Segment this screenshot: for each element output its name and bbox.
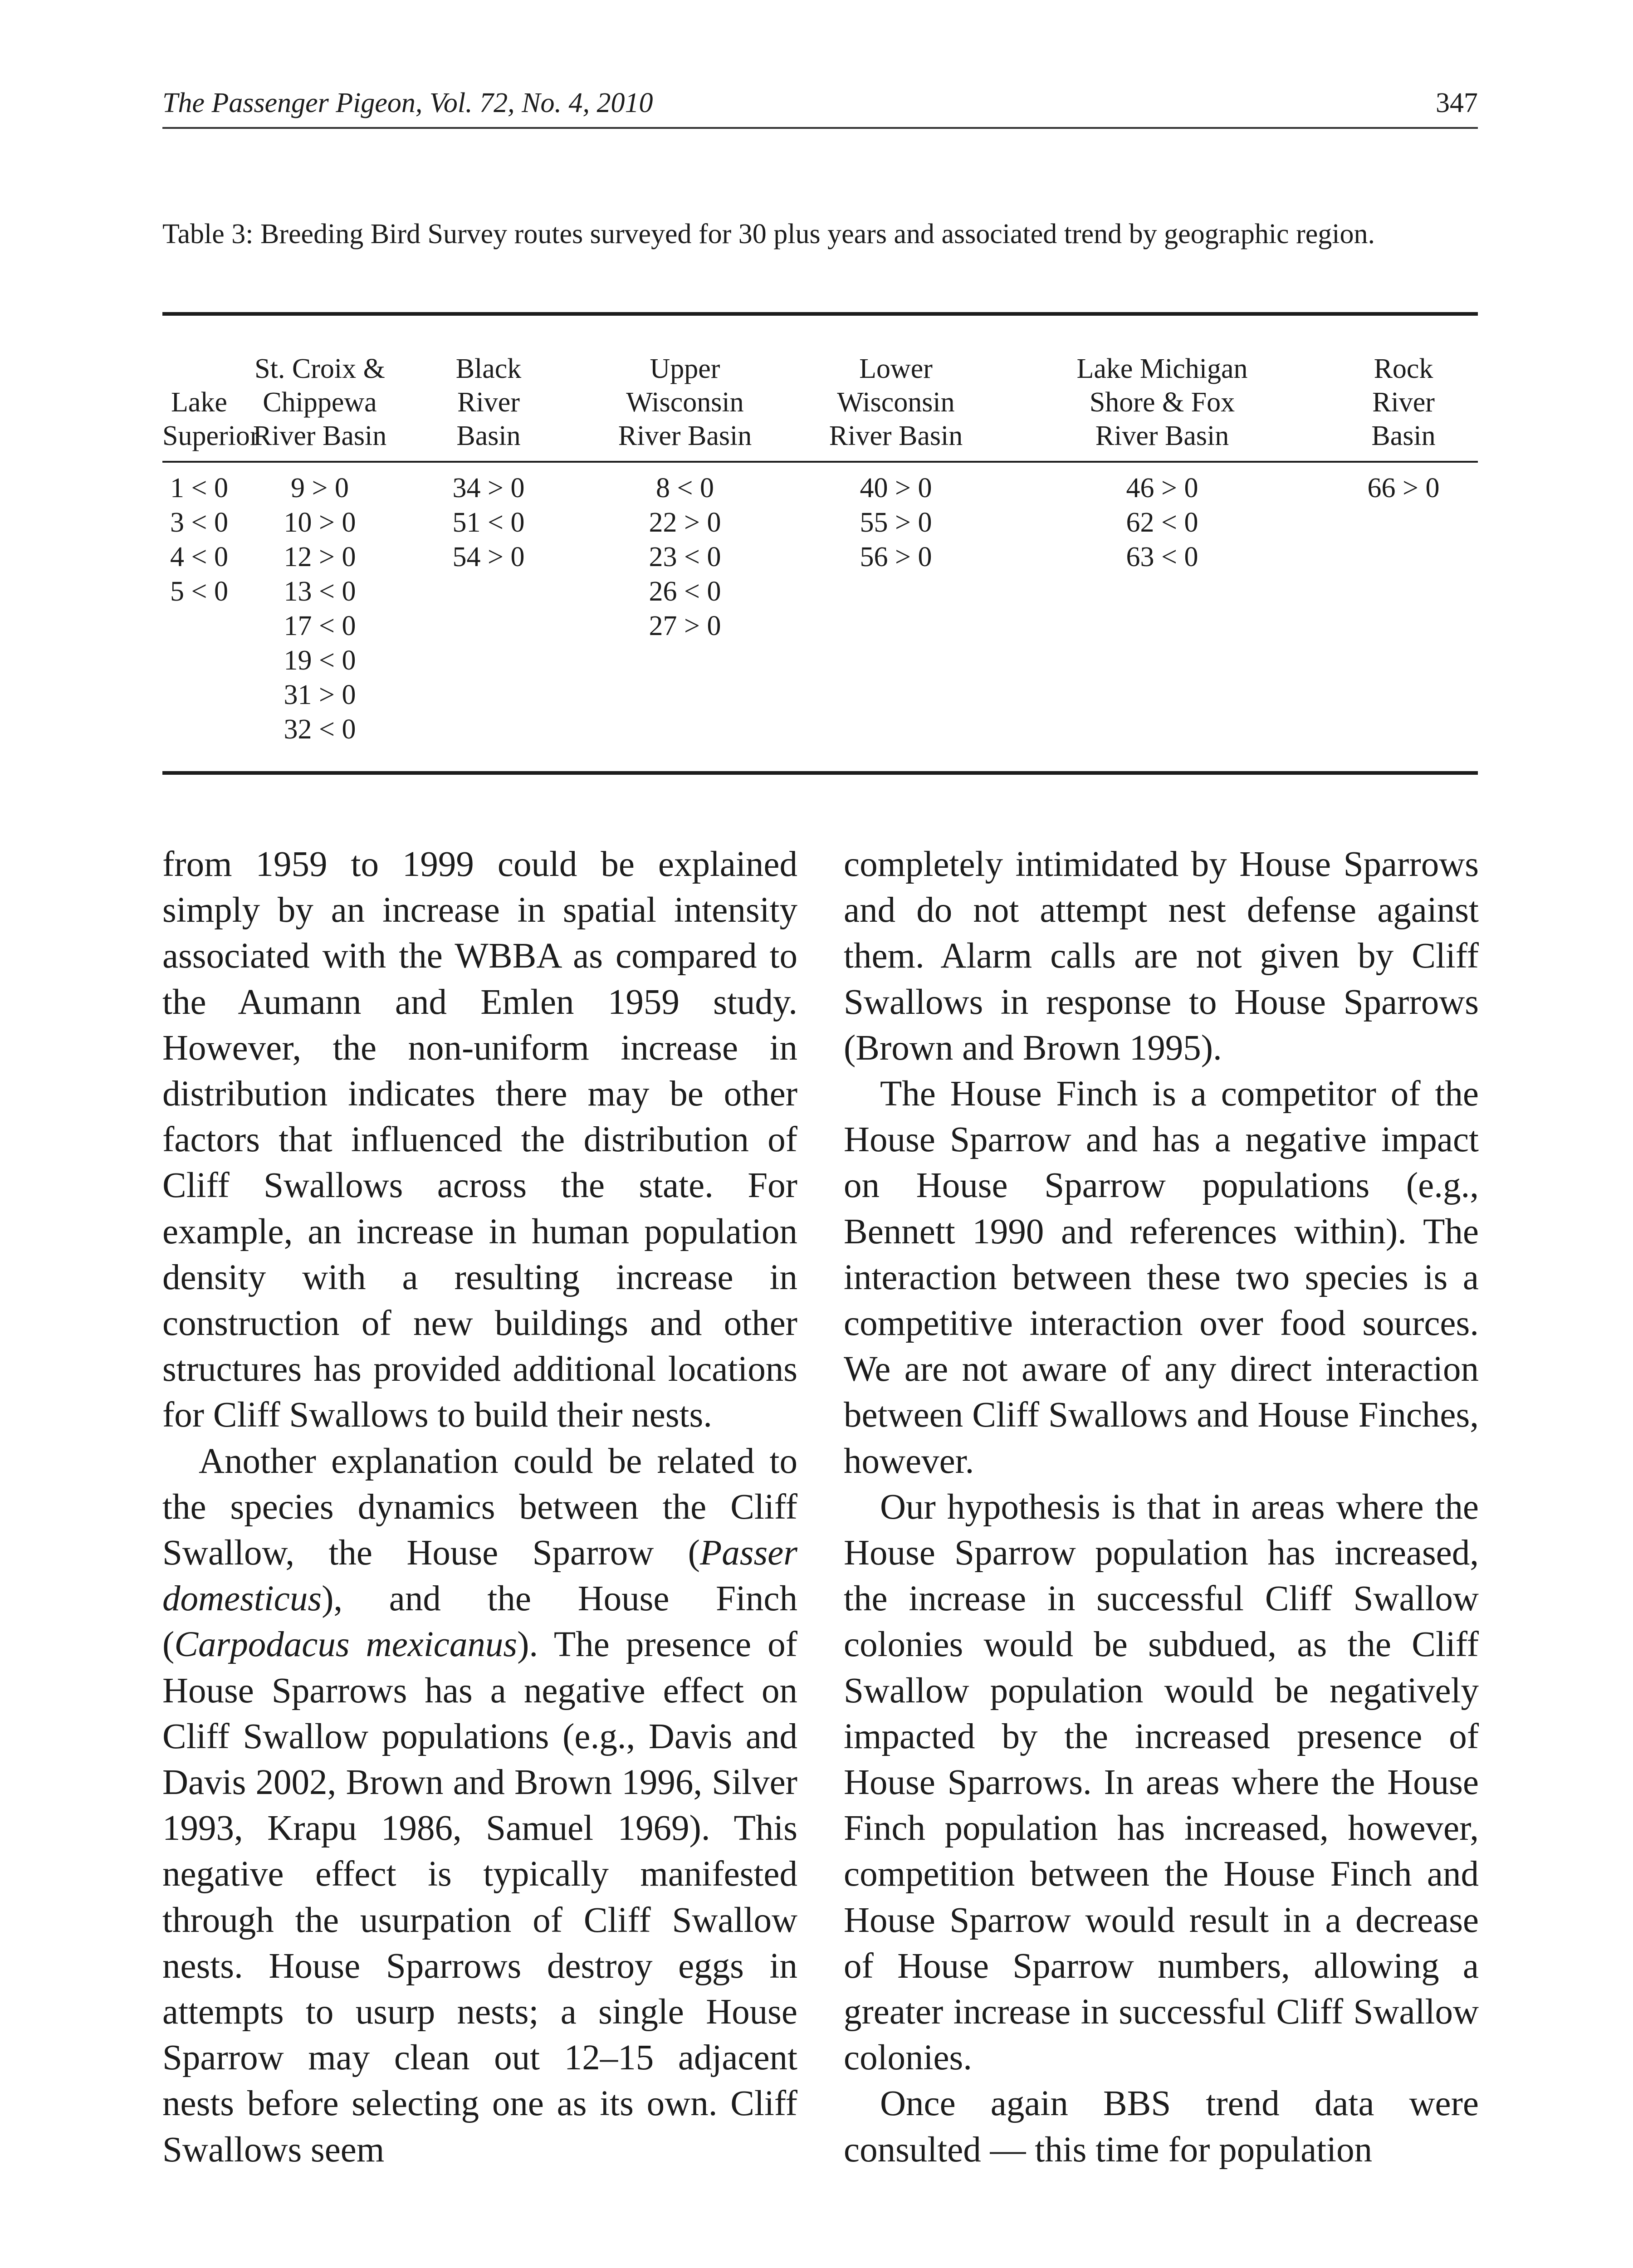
routes-black-river: [404, 463, 573, 771]
column-header-rock-river: Rock River Basin: [1371, 353, 1436, 451]
paragraph: The House Finch is a competitor of the House Sparrow and has a negative impact on House Sparrow populations (e.g., Bennett 1990 and references within). The interaction between these two species is a competitive interaction over food sources. We are not aware of any direct interaction between Cliff Swallows and House Finches, however.: [844, 1074, 1479, 1481]
route-cell: 1 < 0: [170, 473, 228, 503]
paragraph: completely intimidated by House Sparrows and do not attempt nest defense against them. Alarm calls are not given by Cliff Swallows in response to House Sparrows (Brown and Brown 1995).: [844, 845, 1479, 1068]
route-cell: 17 < 0: [284, 611, 356, 641]
column-header-upper-wisconsin: Upper Wisconsin River Basin: [618, 353, 752, 451]
route-cell: 27 > 0: [649, 611, 721, 641]
table-caption: Table 3: Breeding Bird Survey routes surveyed for 30 plus years and associated trend by geographic region.: [162, 219, 1375, 249]
route-cell: 54 > 0: [452, 542, 525, 572]
running-header: [162, 82, 1478, 129]
paragraph: from 1959 to 1999 could be explained simply by an increase in spatial intensity associated with the WBBA as compared to the Aumann and Emlen 1959 study. However, the non-uniform increase in distribution indicates there may be other factors that influenced the distribution of Cliff Swallows across the state. For example, an increase in human population density with a resulting increase in construction of new buildings and other structures has provided additional locations for Cliff Swallows to build their nests.: [162, 845, 797, 1435]
route-cell: 31 > 0: [284, 679, 356, 710]
route-cell: 8 < 0: [656, 473, 714, 503]
route-cell: 19 < 0: [284, 645, 356, 676]
table-header-row: [162, 316, 1478, 461]
routes-rock-river: [1329, 463, 1478, 771]
scientific-name: Carpodacus mexicanus: [174, 1625, 518, 1665]
column-header-black-river: Black River Basin: [455, 353, 522, 451]
bbs-routes-table: [162, 312, 1478, 775]
column-header-st-croix-chippewa: St. Croix & Chippewa River Basin: [253, 353, 387, 451]
route-cell: 46 > 0: [1126, 473, 1198, 503]
page-number: 347: [1436, 88, 1478, 118]
route-cell: 9 > 0: [291, 473, 349, 503]
table-body-row: [162, 463, 1478, 771]
paragraph: Another explanation could be related to the species dynamics between the Cliff Swallow, the House Sparrow (Passer domesticus), and the House Finch (Carpodacus mexicanus). The presence of House Sparrows has a negative effect on Cliff Swallow populations (e.g., Davis and Davis 2002, Brown and Brown 1996, Silver 1993, Krapu 1986, Samuel 1969). This negative effect is typically manifested through the usurpation of Cliff Swallow nests. House Sparrows destroy eggs in attempts to usurp nests; a single House Sparrow may clean out 12–15 adjacent nests before selecting one as its own. Cliff Swallows seem: [162, 1441, 797, 2170]
routes-lake-michigan-fox: [995, 463, 1329, 771]
routes-lower-wisconsin: [797, 463, 995, 771]
route-cell: 32 < 0: [284, 714, 356, 745]
route-cell: 63 < 0: [1126, 542, 1198, 572]
route-cell: 26 < 0: [649, 576, 721, 607]
journal-citation: The Passenger Pigeon, Vol. 72, No. 4, 2010: [162, 88, 653, 118]
route-cell: 55 > 0: [860, 507, 932, 538]
routes-lake-superior: [162, 463, 236, 771]
route-cell: 4 < 0: [170, 542, 228, 572]
route-cell: 5 < 0: [170, 576, 228, 607]
paragraph: Once again BBS trend data were consulted — this time for population: [844, 2084, 1479, 2170]
route-cell: 13 < 0: [284, 576, 356, 607]
paragraph: Our hypothesis is that in areas where the House Sparrow population has increased, the increase in successful Cliff Swallow colonies would be subdued, as the Cliff Swallow population would be negatively impacted by the increased presence of House Sparrows. In areas where the House Finch population has increased, however, competition between the House Finch and House Sparrow would result in a decrease of House Sparrow numbers, allowing a greater increase in successful Cliff Swallow colonies.: [844, 1487, 1479, 2078]
body-column-right: [844, 841, 1479, 2173]
route-cell: 40 > 0: [860, 473, 932, 503]
column-header-lower-wisconsin: Lower Wisconsin River Basin: [829, 353, 963, 451]
route-cell: 56 > 0: [860, 542, 932, 572]
table-bottom-rule: [162, 771, 1478, 775]
route-cell: 12 > 0: [284, 542, 356, 572]
routes-table-grid: [162, 316, 1478, 771]
route-cell: 62 < 0: [1126, 507, 1198, 538]
route-cell: 22 > 0: [649, 507, 721, 538]
body-column-left: [162, 841, 797, 2173]
routes-st-croix-chippewa: [236, 463, 404, 771]
column-header-lake-michigan-fox: Lake Michigan Shore & Fox River Basin: [1076, 353, 1248, 451]
table-top-rule: [162, 312, 1478, 316]
column-header-lake-superior: Lake Superior: [162, 387, 259, 451]
route-cell: 66 > 0: [1367, 473, 1440, 503]
scientific-name: Passer domesticus: [162, 1533, 797, 1619]
routes-upper-wisconsin: [573, 463, 797, 771]
route-cell: 34 > 0: [452, 473, 525, 503]
route-cell: 3 < 0: [170, 507, 228, 538]
route-cell: 10 > 0: [284, 507, 356, 538]
route-cell: 51 < 0: [452, 507, 525, 538]
route-cell: 23 < 0: [649, 542, 721, 572]
